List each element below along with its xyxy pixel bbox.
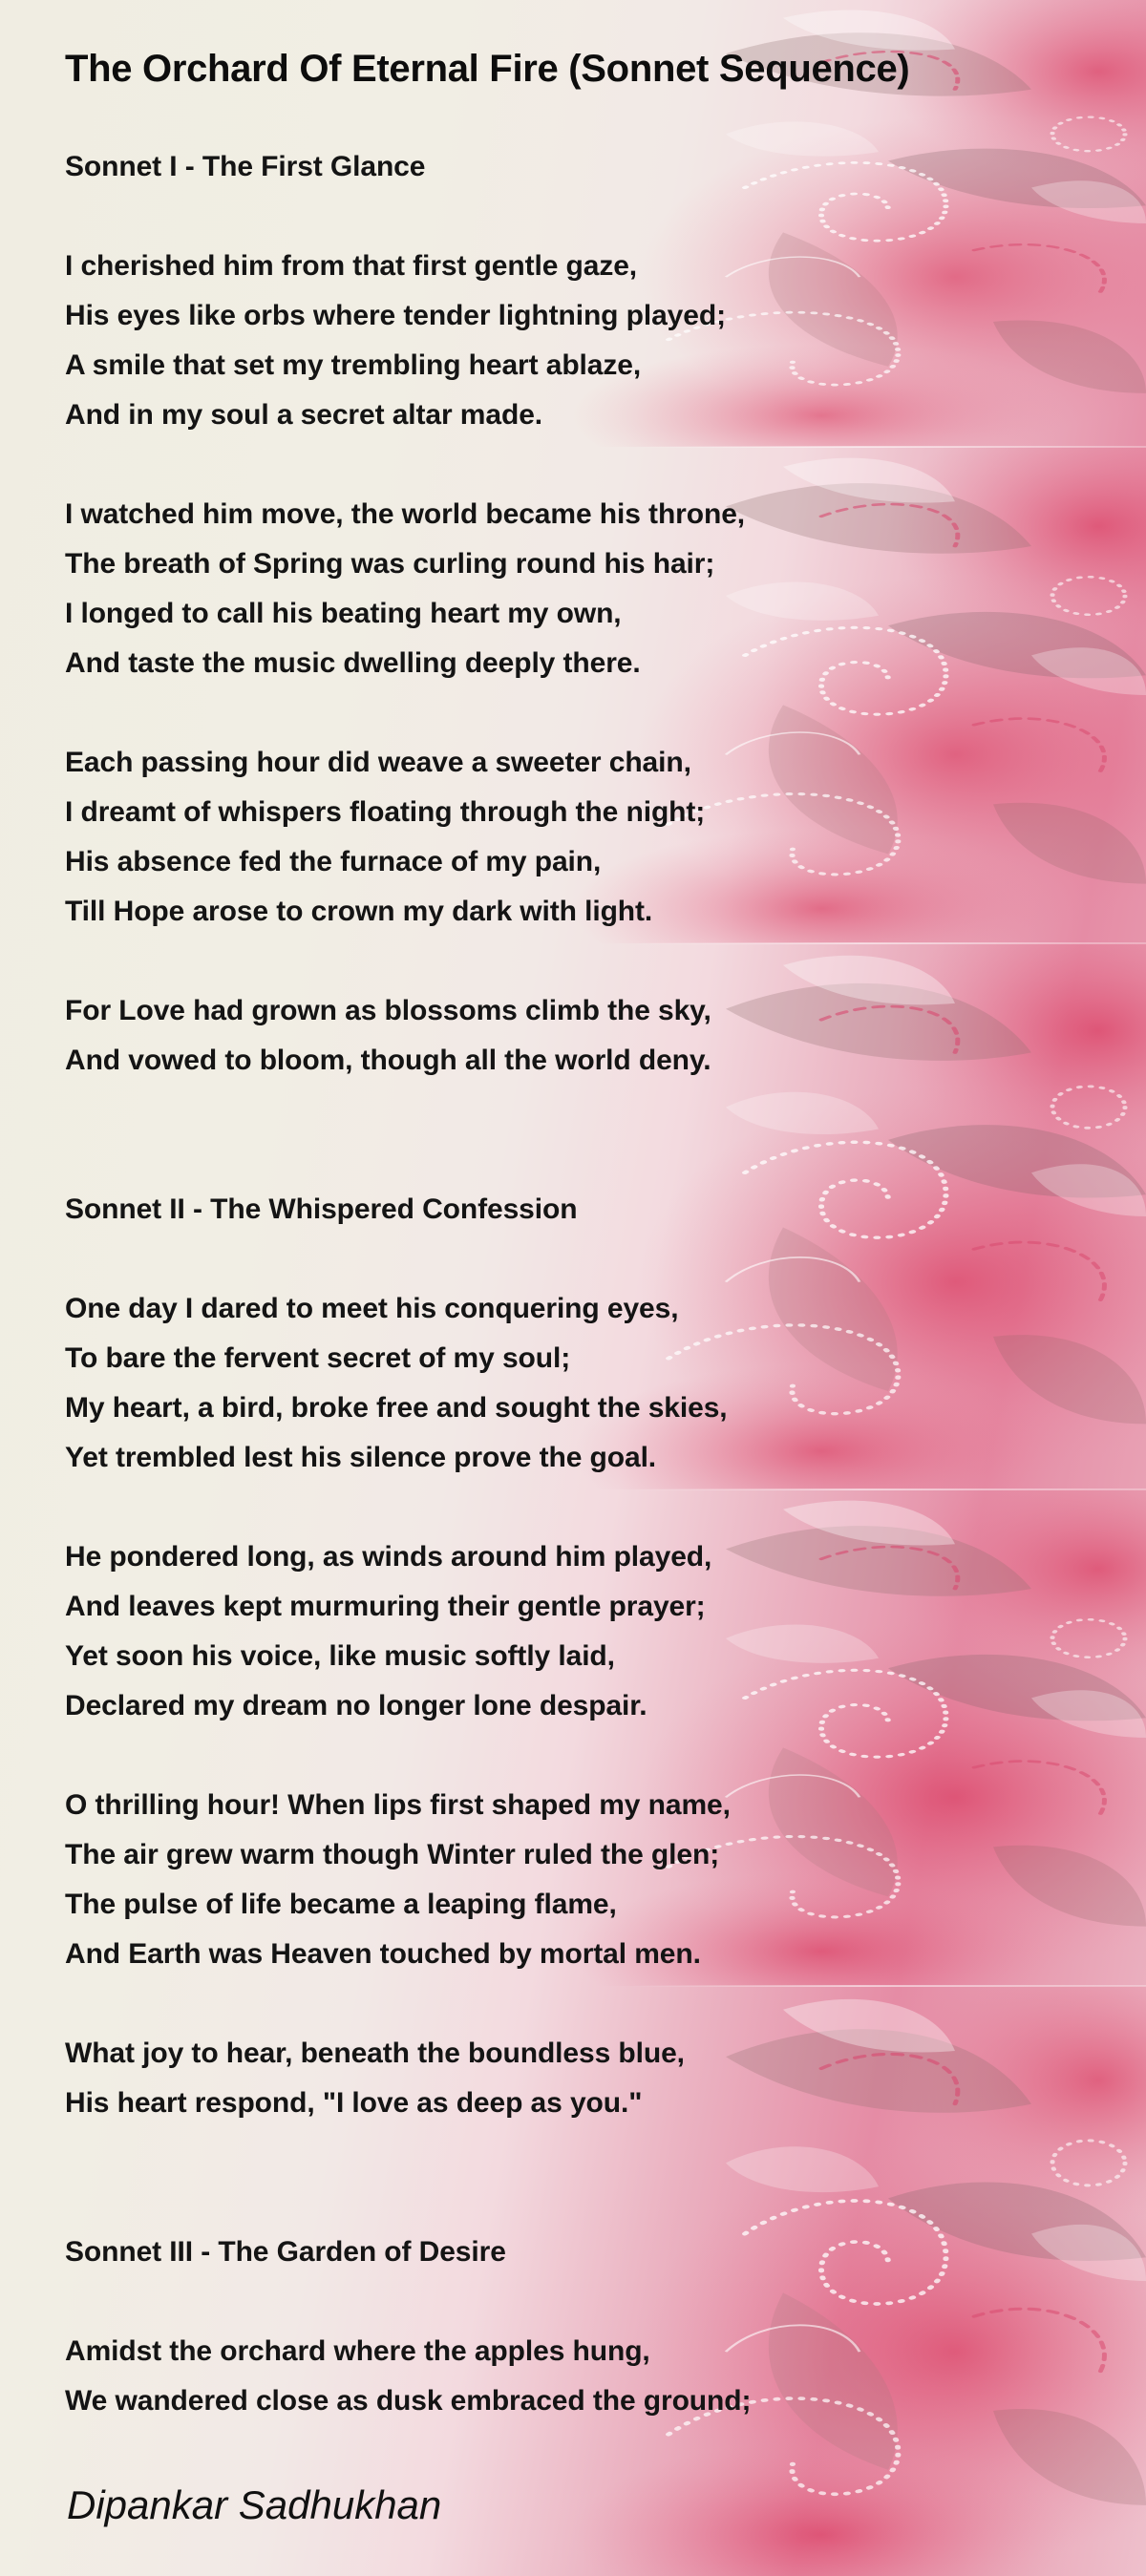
poem-line: Each passing hour did weave a sweeter chain, [65, 747, 691, 778]
poem-line: I dreamt of whispers floating through the night; [65, 796, 706, 828]
author-signature: Dipankar Sadhukhan [67, 2482, 442, 2527]
poem-line: Till Hope arose to crown my dark with light. [65, 896, 653, 927]
poem-line: The pulse of life became a leaping flame, [65, 1889, 617, 1920]
poem-line: The breath of Spring was curling round his hair; [65, 548, 715, 580]
poem-line: Declared my dream no longer lone despair. [65, 1690, 647, 1721]
poem-line: His absence fed the furnace of my pain, [65, 846, 602, 877]
poem-line: One day I dared to meet his conquering eyes, [65, 1293, 679, 1324]
poem-line: I watched him move, the world became his throne, [65, 498, 746, 530]
poem-title: The Orchard Of Eternal Fire (Sonnet Sequence) [65, 48, 910, 90]
poem-line: Yet trembled lest his silence prove the goal. [65, 1442, 657, 1473]
poem-line: And vowed to bloom, though all the world deny. [65, 1045, 711, 1076]
poem-line: He pondered long, as winds around him played, [65, 1541, 712, 1573]
poem-line: The air grew warm though Winter ruled the glen; [65, 1839, 720, 1870]
poem-line: His eyes like orbs where tender lightning played; [65, 300, 726, 331]
poem-line: A smile that set my trembling heart ablaze, [65, 349, 642, 381]
poem-line: And in my soul a secret altar made. [65, 399, 543, 431]
poem-line: We wandered close as dusk embraced the ground; [65, 2385, 752, 2417]
poem-line: What joy to hear, beneath the boundless blue, [65, 2038, 685, 2069]
poem-line: To bare the fervent secret of my soul; [65, 1342, 571, 1374]
sonnet-heading: Sonnet II - The Whispered Confession [65, 1193, 578, 1225]
poem-line: Yet soon his voice, like music softly laid, [65, 1640, 615, 1672]
poem-line: His heart respond, "I love as deep as you." [65, 2087, 643, 2119]
poem-line: And taste the music dwelling deeply there. [65, 647, 641, 679]
poem-line: And Earth was Heaven touched by mortal men. [65, 1938, 701, 1970]
poem-line: O thrilling hour! When lips first shaped my name, [65, 1789, 731, 1821]
poem-line: And leaves kept murmuring their gentle prayer; [65, 1591, 706, 1622]
poem-line: Amidst the orchard where the apples hung, [65, 2335, 650, 2367]
sonnet-heading: Sonnet III - The Garden of Desire [65, 2236, 506, 2268]
poem-line: For Love had grown as blossoms climb the sky, [65, 995, 711, 1026]
poem-line: My heart, a bird, broke free and sought the skies, [65, 1392, 728, 1424]
poem-line: I longed to call his beating heart my own, [65, 598, 622, 629]
poem-line: I cherished him from that first gentle gaze, [65, 250, 638, 282]
sonnet-heading: Sonnet I - The First Glance [65, 151, 426, 182]
